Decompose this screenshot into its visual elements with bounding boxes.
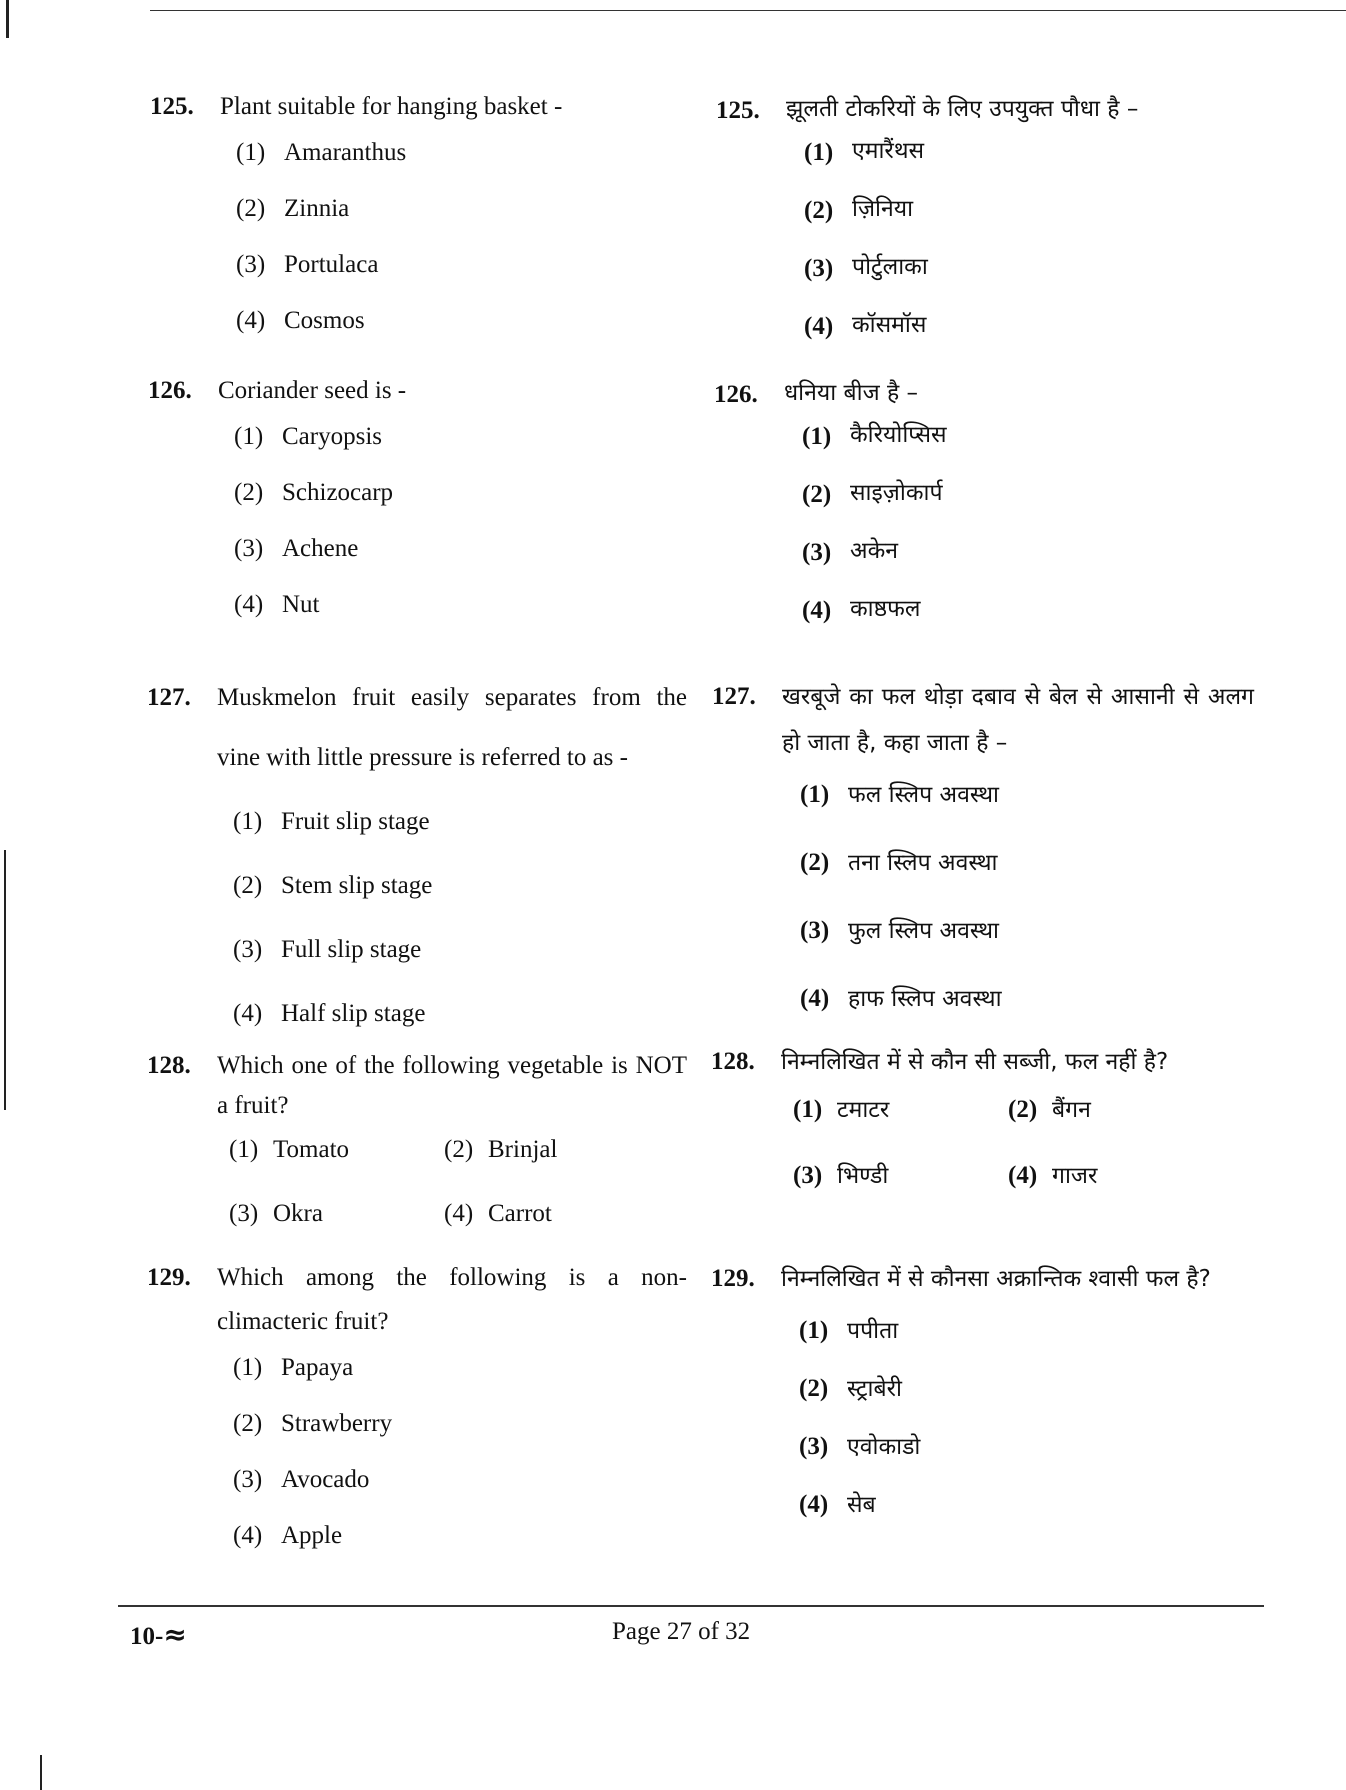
question-stem: धनिया बीज है – [784,380,918,406]
option: (2) स्ट्राबेरी [799,1375,902,1402]
question-129-hi [711,1256,1253,1540]
option: (4) Cosmos [236,307,365,334]
question-number: 128. [711,1048,755,1075]
option: (1) Tomato [229,1136,350,1163]
question-number: 127. [147,684,191,711]
question-125-hi [716,96,1256,370]
option: (2) Schizocarp [234,479,394,506]
question-stem: निम्नलिखित में से कौन सी सब्जी, फल नहीं है? [781,1049,1169,1075]
question-129-en [147,1256,687,1570]
question-128-hi [711,1044,1253,1224]
option: (4) Nut [234,591,320,618]
option: (1) फल स्लिप अवस्था [800,781,1000,808]
question-stem: झूलती टोकरियों के लिए उपयुक्त पौधा है – [786,96,1139,122]
question-number: 125. [716,97,760,124]
option: (1) कैरियोप्सिस [802,421,947,450]
scan-mark [40,1755,42,1790]
question-126-hi [714,380,1254,654]
footer-rule [118,1605,1264,1607]
option: (2) ज़िनिया [804,195,914,224]
question-stem: Muskmelon fruit easily separates from the vine with little pressure is referred to as - [217,684,687,771]
option: (4) हाफ स्लिप अवस्था [800,985,1002,1012]
option: (1) एमारैंथस [804,137,925,166]
question-number: 127. [712,683,756,710]
option: (1) टमाटर [793,1096,890,1123]
option: (3) अकेन [802,537,899,566]
option: (4) Carrot [444,1200,552,1227]
option: (4) Apple [233,1522,343,1549]
option: (3) भिण्डी [793,1162,889,1189]
question-stem: Coriander seed is - [218,377,407,404]
question-127-en [147,668,687,1048]
option: (2) बैंगन [1008,1096,1091,1123]
option: (3) फुल स्लिप अवस्था [800,917,1000,944]
wave-symbol-icon: ≈ [163,1618,187,1651]
top-rule [150,10,1346,11]
question-number: 125. [150,93,194,120]
question-number: 126. [148,377,192,404]
page-number: Page 27 of 32 [612,1618,751,1645]
option: (1) Caryopsis [234,423,382,450]
question-number: 129. [147,1264,191,1291]
option: (2) Brinjal [444,1136,558,1163]
option: (3) पोर्टुलाका [804,253,928,282]
option: (2) साइज़ोकार्प [802,479,943,508]
option: (1) Fruit slip stage [233,808,430,835]
option: (4) सेब [799,1491,876,1518]
question-126-en [148,376,688,646]
option: (4) कॉसमॉस [804,311,927,340]
question-128-en [147,1046,687,1258]
option: (2) तना स्लिप अवस्था [800,849,998,876]
paper-code: 10-≈ [130,1618,187,1651]
question-127-hi [712,674,1254,1044]
option: (4) गाजर [1008,1162,1098,1189]
option: (2) Strawberry [233,1410,393,1437]
option: (1) पपीता [799,1317,899,1344]
option: (3) Portulaca [236,251,379,278]
option: (4) Half slip stage [233,1000,426,1027]
option: (3) Achene [234,535,359,562]
question-stem: Which one of the following vegetable is NOT a fruit? [217,1052,687,1119]
question-stem: खरबूजे का फल थोड़ा दबाव से बेल से आसानी से अलग हो जाता है, कहा जाता है – [782,684,1254,756]
option: (3) Avocado [233,1466,370,1493]
option: (2) Stem slip stage [233,872,433,899]
option: (4) काष्ठफल [802,595,921,624]
question-number: 126. [714,381,758,408]
option: (2) Zinnia [236,195,350,222]
scan-mark [4,850,6,1110]
question-stem: निम्नलिखित में से कौनसा अक्रान्तिक श्वासी फल है? [781,1266,1211,1292]
question-125-en [150,92,690,362]
question-stem: Which among the following is a non-climacteric fruit? [217,1264,687,1335]
option: (1) Papaya [233,1354,354,1381]
option: (3) Okra [229,1200,323,1227]
scan-mark [6,0,9,38]
option: (1) Amaranthus [236,139,407,166]
option: (3) Full slip stage [233,936,422,963]
question-number: 128. [147,1052,191,1079]
question-stem: Plant suitable for hanging basket - [220,93,563,120]
option: (3) एवोकाडो [799,1433,921,1460]
question-number: 129. [711,1265,755,1292]
